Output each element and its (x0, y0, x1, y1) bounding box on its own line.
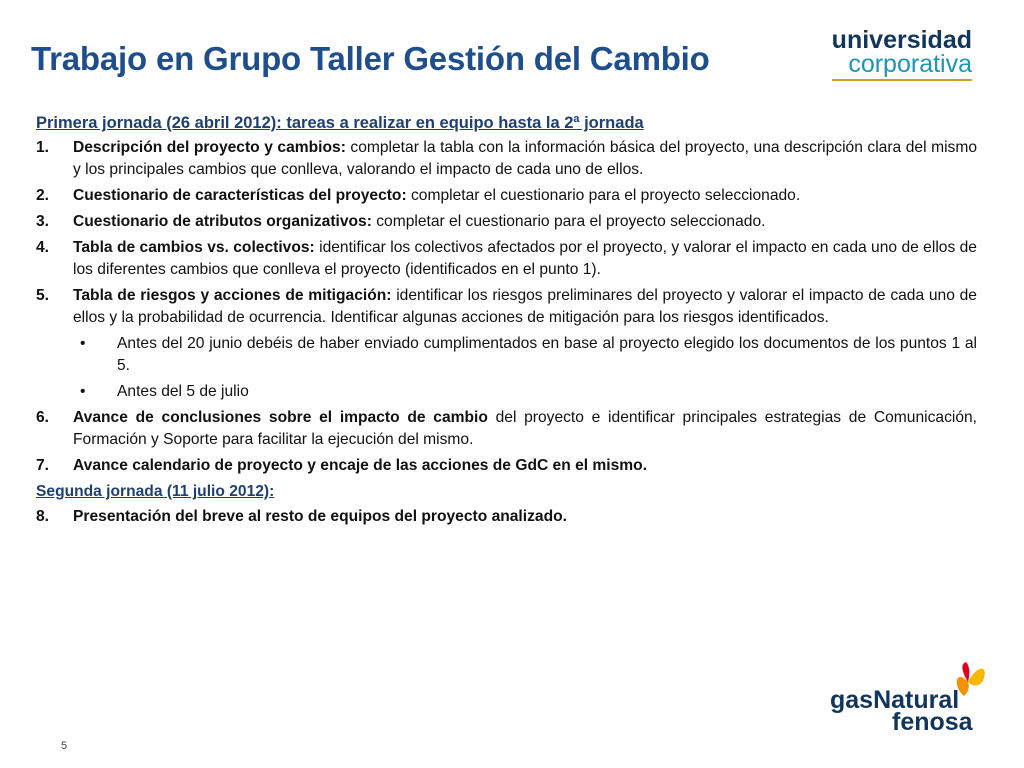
item-bold: Descripción del proyecto y cambios: (73, 139, 346, 156)
item-text (73, 185, 977, 207)
logo-line1: gasNatural (830, 686, 960, 714)
list-item (36, 285, 977, 329)
item-text (73, 455, 977, 477)
item-body: identificar los riesgos preliminares del proyecto y valorar el impacto de cada uno de ellos y la probabilidad de ocurrencia. Identificar algunas acciones de mitigación para los riesgos identificados. (73, 287, 977, 326)
bullet-text: Antes del 5 de julio (117, 383, 249, 400)
list-item (36, 137, 977, 181)
item-body: completar la tabla con la información básica del proyecto, una descripción clara del mismo y los principales cambios que conlleva, valorando el impacto de cada uno de ellos. (73, 139, 977, 178)
item-bold: Cuestionario de atributos organizativos: (73, 213, 372, 230)
item-body: completar el cuestionario para el proyecto seleccionado. (406, 187, 801, 204)
list-item (36, 506, 977, 528)
item-number: 4. (36, 239, 50, 256)
item-bold: Cuestionario de características del proyecto: (73, 187, 407, 204)
brand-underline (832, 79, 972, 81)
item-text (73, 407, 977, 451)
list-item (36, 185, 977, 207)
slide-content (36, 112, 977, 532)
list-item (36, 211, 977, 233)
item-text (73, 285, 977, 329)
page-title: Trabajo en Grupo Taller Gestión del Cambio (31, 40, 710, 77)
bullet-icon: • (80, 383, 86, 400)
item-body: del proyecto e identificar principales estrategias de Comunicación, Formación y Soporte para facilitar la ejecución del mismo. (73, 409, 978, 448)
item-number: 1. (36, 139, 50, 156)
item-bold: Tabla de riesgos y acciones de mitigación: (73, 287, 392, 304)
item-text (73, 506, 977, 528)
gas-natural-fenosa-logo (830, 656, 990, 736)
item-text (73, 211, 977, 233)
item-text (73, 237, 977, 281)
universidad-corporativa-logo (832, 28, 972, 81)
bullet-text: Antes del 20 junio debéis de haber enviado cumplimentados en base al proyecto elegido los documentos de los puntos 1 al 5. (117, 335, 977, 374)
item-number: 7. (36, 457, 50, 474)
item-number: 6. (36, 409, 50, 426)
item-number: 3. (36, 213, 50, 230)
bullet-item (80, 381, 977, 403)
bullet-icon: • (80, 335, 86, 352)
logo-line2: fenosa (892, 708, 973, 736)
item-number: 8. (36, 508, 50, 525)
page-number: 5 (61, 740, 68, 752)
item-number: 2. (36, 187, 50, 204)
brand-line2: corporativa (848, 50, 972, 78)
section1-heading: Primera jornada (26 abril 2012): tareas a realizar en equipo hasta la 2ª jornada (36, 114, 644, 132)
item-bold: Avance de conclusiones sobre el impacto de cambio (73, 409, 488, 426)
item-bold: Tabla de cambios vs. colectivos: (73, 239, 315, 256)
item-body: completar el cuestionario para el proyecto seleccionado. (371, 213, 766, 230)
brand-line1: universidad (831, 26, 972, 54)
list-item (36, 237, 977, 281)
item-body: identificar los colectivos afectados por el proyecto, y valorar el impacto en cada uno de ellos de los diferentes cambios que conlleva el proyecto (identificados en el punto 1). (73, 239, 977, 278)
item-bold: Avance calendario de proyecto y encaje de las acciones de GdC en el mismo. (73, 457, 648, 474)
section2-heading: Segunda jornada (11 julio 2012): (36, 483, 275, 500)
item-bold: Presentación del breve al resto de equipos del proyecto analizado. (73, 508, 567, 525)
bullet-item (80, 333, 977, 377)
item-text (73, 137, 977, 181)
list-item (36, 407, 977, 451)
item-number: 5. (36, 287, 50, 304)
list-item (36, 455, 977, 477)
